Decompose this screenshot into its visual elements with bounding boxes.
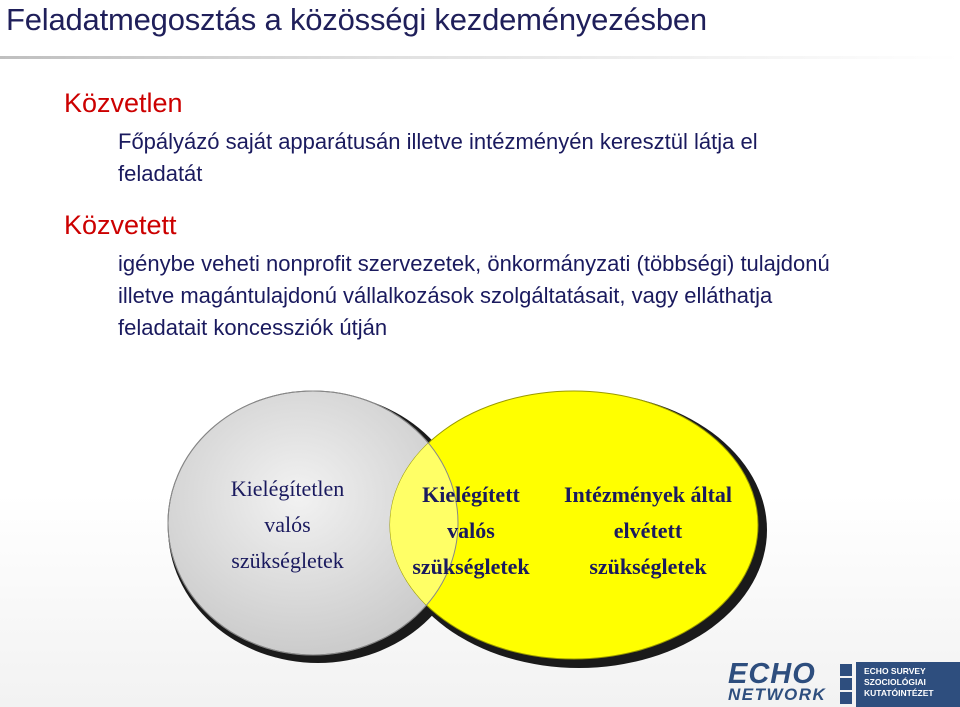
venn-label-line: szükségletek [231, 548, 344, 573]
logo-institute-box [856, 662, 960, 707]
venn-right-label [548, 477, 748, 585]
heading-kozvetett: Közvetett [64, 210, 177, 240]
venn-label-line: valós [264, 512, 311, 537]
venn-label-line: Intézmények által [563, 482, 733, 507]
logo-wordmark-bottom: NETWORK [728, 685, 827, 704]
logo-box-line: KUTATÓINTÉZET [864, 688, 934, 698]
echo-network-logo [726, 660, 960, 707]
paragraph-line: igénybe veheti nonprofit szervezetek, önkormányzati (többségi) tulajdonú [118, 251, 830, 276]
logo-wordmark [726, 660, 836, 707]
venn-label-line: Kielégített [422, 482, 520, 507]
paragraph-line: illetve magántulajdonú vállalkozások szolgáltatásait, vagy elláthatja [118, 283, 773, 308]
paragraph-line: Főpályázó saját apparátusán illetve intézményén keresztül látja el [118, 129, 758, 154]
paragraph-line: feladatait koncessziók útján [118, 315, 388, 340]
logo-box-line: ECHO SURVEY [864, 666, 926, 676]
venn-left-label [205, 471, 370, 579]
venn-label-line: valós [447, 518, 495, 543]
logo-square-icon [840, 664, 852, 676]
logo-wordmark-top: ECHO [728, 658, 816, 690]
paragraph-line: feladatát [118, 161, 203, 186]
logo-square-icon [840, 692, 852, 704]
heading-kozvetlen: Közvetlen [64, 88, 183, 118]
venn-label-line: elvétett [613, 518, 683, 543]
venn-center-label [396, 477, 546, 585]
logo-box-line: SZOCIOLÓGIAI [864, 677, 926, 687]
venn-label-line: Kielégítetlen [230, 476, 345, 501]
logo-square-icon [840, 678, 852, 690]
venn-label-line: szükségletek [589, 554, 707, 579]
slide-title: Feladatmegosztás a közösségi kezdeményezésben [6, 2, 707, 37]
venn-label-line: szükségletek [412, 554, 530, 579]
